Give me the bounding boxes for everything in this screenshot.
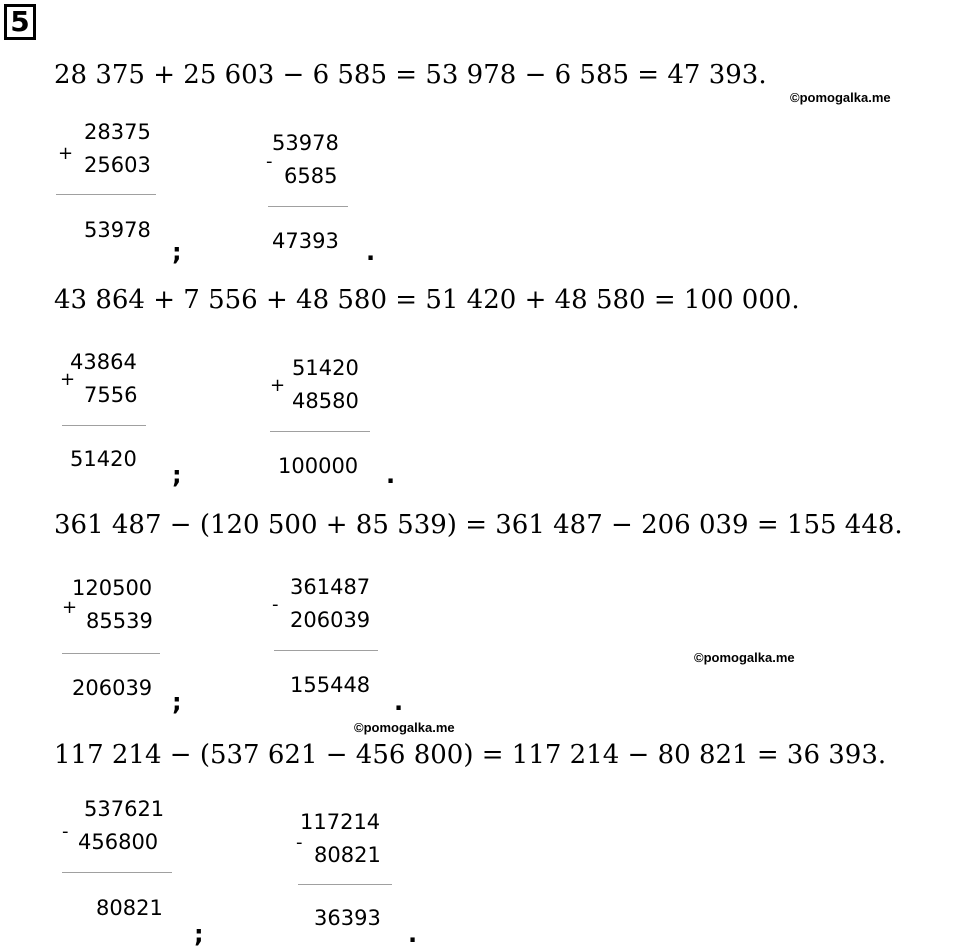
task-number-badge: 5 — [4, 4, 36, 40]
column-4-1-result: 80821 — [96, 896, 163, 920]
column-4-2-sign: - — [296, 832, 303, 853]
column-4-2-result: 36393 — [314, 906, 381, 930]
column-2-1-sign: + — [60, 369, 76, 390]
watermark-1: ©pomogalka.me — [790, 90, 891, 105]
column-4-1-operand-a: 537621 — [84, 797, 165, 821]
column-3-2-line — [274, 650, 378, 651]
column-2-1-line — [62, 425, 146, 426]
column-4-2-operand-b: 80821 — [314, 843, 381, 867]
column-4-2-line — [298, 884, 392, 885]
column-1-1-line — [56, 194, 156, 195]
column-1-2-operand-b: 6585 — [284, 164, 338, 188]
column-3-2-sign: - — [272, 594, 279, 615]
column-4-1-separator: ; — [194, 920, 204, 948]
column-2-2-result: 100000 — [278, 454, 359, 478]
watermark-2: ©pomogalka.me — [694, 650, 795, 665]
column-3-1-result: 206039 — [72, 676, 153, 700]
column-3-1-operand-b: 85539 — [86, 609, 153, 633]
column-1-2-operand-a: 53978 — [272, 131, 339, 155]
column-2-1-operand-a: 43864 — [70, 350, 137, 374]
watermark-3: ©pomogalka.me — [354, 720, 455, 735]
equation-4: 117 214 − (537 621 − 456 800) = 117 214 − 80 821 = 36 393. — [54, 740, 887, 770]
column-3-1-operand-a: 120500 — [72, 576, 153, 600]
column-2-2-operand-a: 51420 — [292, 356, 359, 380]
equation-1: 28 375 + 25 603 − 6 585 = 53 978 − 6 585 = 47 393. — [54, 60, 767, 90]
column-1-1-separator: ; — [172, 238, 182, 266]
column-1-1-operand-b: 25603 — [84, 153, 151, 177]
column-3-2-operand-a: 361487 — [290, 575, 371, 599]
column-1-1-operand-a: 28375 — [84, 120, 151, 144]
column-4-2-operand-a: 117214 — [300, 810, 381, 834]
column-1-2-separator: . — [366, 238, 376, 266]
equation-3: 361 487 − (120 500 + 85 539) = 361 487 − 206 039 = 155 448. — [54, 510, 903, 540]
column-2-2-operand-b: 48580 — [292, 389, 359, 413]
column-2-1-operand-b: 7556 — [84, 383, 138, 407]
column-3-1-separator: ; — [172, 688, 182, 716]
column-4-1-operand-b: 456800 — [78, 830, 159, 854]
column-1-1-sign: + — [58, 143, 74, 164]
column-4-1-line — [62, 872, 172, 873]
column-3-1-sign: + — [62, 597, 78, 618]
column-1-1-result: 53978 — [84, 218, 151, 242]
equation-2: 43 864 + 7 556 + 48 580 = 51 420 + 48 580 = 100 000. — [54, 285, 800, 315]
column-2-2-sign: + — [270, 375, 286, 396]
column-3-1-line — [62, 653, 160, 654]
column-2-1-separator: ; — [172, 461, 182, 489]
column-3-2-operand-b: 206039 — [290, 608, 371, 632]
column-1-2-line — [268, 206, 348, 207]
column-4-2-separator: . — [408, 920, 418, 948]
column-1-2-result: 47393 — [272, 229, 339, 253]
column-3-2-separator: . — [394, 688, 404, 716]
column-4-1-sign: - — [62, 821, 69, 842]
column-3-2-result: 155448 — [290, 673, 371, 697]
column-2-1-result: 51420 — [70, 447, 137, 471]
column-1-2-sign: - — [266, 151, 273, 172]
column-2-2-line — [270, 431, 370, 432]
column-2-2-separator: . — [386, 461, 396, 489]
